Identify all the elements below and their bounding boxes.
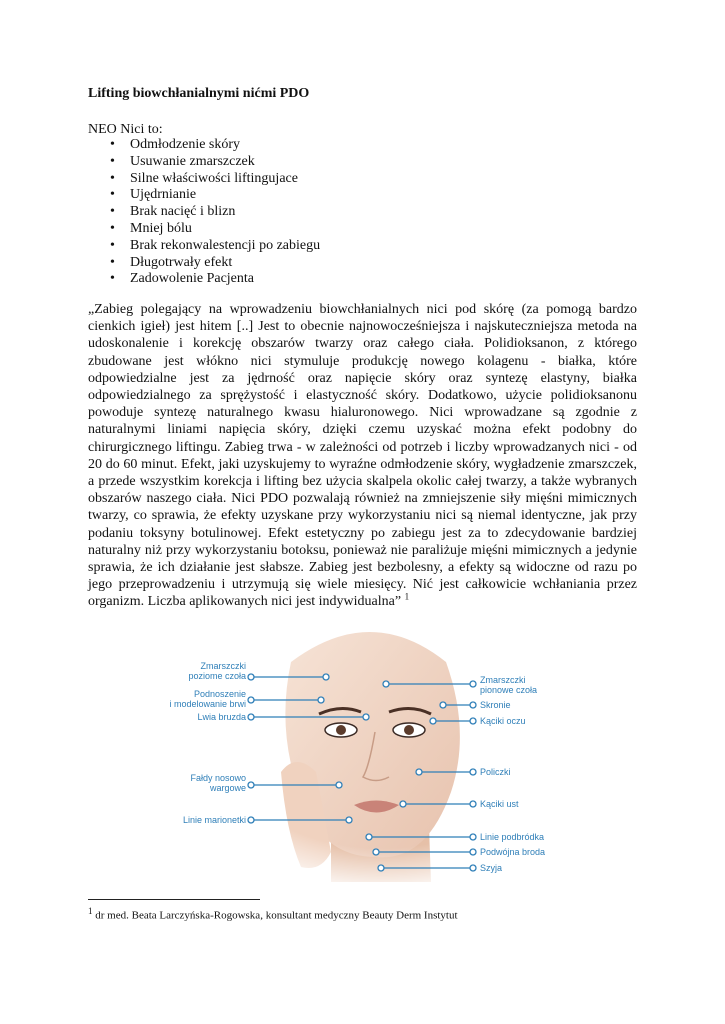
footnote-number: 1 [88, 906, 93, 916]
label-jawline: Linie podbródka [480, 832, 545, 842]
label-cheeks: Policzki [480, 767, 511, 777]
benefits-list [88, 137, 320, 288]
label-eye-corners: Kąciki oczu [480, 716, 526, 726]
body-paragraph [88, 301, 637, 611]
footnote [88, 905, 458, 923]
label-nasolabial-folds: Fałdy nosowo wargowe [190, 773, 246, 793]
label-temples: Skronie [480, 700, 511, 710]
footnote-reference: 1 [404, 591, 410, 602]
list-item: • Brak nacięć i blizn [88, 204, 320, 221]
label-neck: Szyja [480, 863, 503, 873]
label-marionette-lines: Linie marionetki [182, 815, 246, 825]
list-item: • Długotrwały efekt [88, 255, 320, 272]
footnote-text: dr med. Beata Larczyńska-Rogowska, konsultant medyczny Beauty Derm Instytut [95, 909, 458, 922]
label-vertical-forehead-lines: Zmarszczki pionowe czoła [480, 675, 538, 695]
list-item: • Zadowolenie Pacjenta [88, 271, 320, 288]
intro-line: NEO Nici to: [88, 122, 163, 137]
label-double-chin: Podwójna broda [480, 847, 546, 857]
label-frown-line: Lwia bruzda [197, 712, 246, 722]
face-treatment-diagram [171, 622, 555, 882]
paragraph-text: „Zabieg polegający na wprowadzeniu biowchłanialnych nici pod skórę (za pomogą bardzo cienkich igieł) jest hitem [..] Jest to obecnie najnowocześniejsza i najskuteczniejsza metoda na udoskonalenie i korekcję obszarów twarzy oraz całego ciała. Polidioksanon, z którego zbudowane jest włókno nici stymuluje produkcję nowego kolagenu - białka, które odpowiedzialne jest za jędrność oraz napięcie skóry oraz syntezę elastyny, białka odpowiedzialnego za sprężystość i elastyczność skóry. Dodatkowo, użycie polidioksanonu powoduje syntezę naturalnego kwasu hialuronowego. Nici wprowadzane są zgodnie z naturalnymi liniami napięcia skóry, dzięki czemu uzyskać można efekt podobny do chirurgicznego liftingu. Zabieg trwa - w zależności od potrzeb i liczby wprowadzanych nici - od 20 do 60 minut. Efekt, jaki uzyskujemy to wyraźne odmłodzenie skóry, wygładzenie zmarszczek, a przede wszystkim korekcja i lifting bez użycia skalpela okolic całej twarzy, a także wybranych obszarów naszego ciała. Nici PDO pozwalają również na zmniejszenie siły mięśni mimicznych twarzy, co sprawia, że efekty uzyskane przy wykorzystaniu nici są niemal identyczne, jak przy podaniu toksyny botulinowej. Efekt estetyczny po zabiegu jest za to zdecydowanie bardziej naturalny niż przy wykorzystaniu botoksu, ponieważ nie paraliżuje mięśni mimicznych a jedynie sprawia, że ich działanie jest słabsze. Zabieg jest bezbolesny, a efekty są widoczne od razu po jego przeprowadzeniu i utrzymują się wiele miesięcy. Nić jest całkowicie wchłaniania przez organizm. Liczba aplikowanych nici jest indywidualna” [88, 302, 637, 610]
list-item: • Odmłodzenie skóry [88, 137, 320, 154]
list-item: • Mniej bólu [88, 221, 320, 238]
list-item: • Brak rekonwalestencji po zabiegu [88, 238, 320, 255]
list-item: • Ujędrnianie [88, 187, 320, 204]
label-mouth-corners: Kąciki ust [480, 799, 519, 809]
document-title: Lifting biowchłanialnymi nićmi PDO [88, 86, 310, 101]
list-item: • Usuwanie zmarszczek [88, 154, 320, 171]
label-brow-lift: Podnoszenie i modelowanie brwi [169, 689, 246, 709]
list-item: • Silne właściwości liftingujace [88, 171, 320, 188]
label-horizontal-forehead-lines: Zmarszczki poziome czoła [188, 661, 246, 681]
footnote-separator [88, 899, 260, 900]
